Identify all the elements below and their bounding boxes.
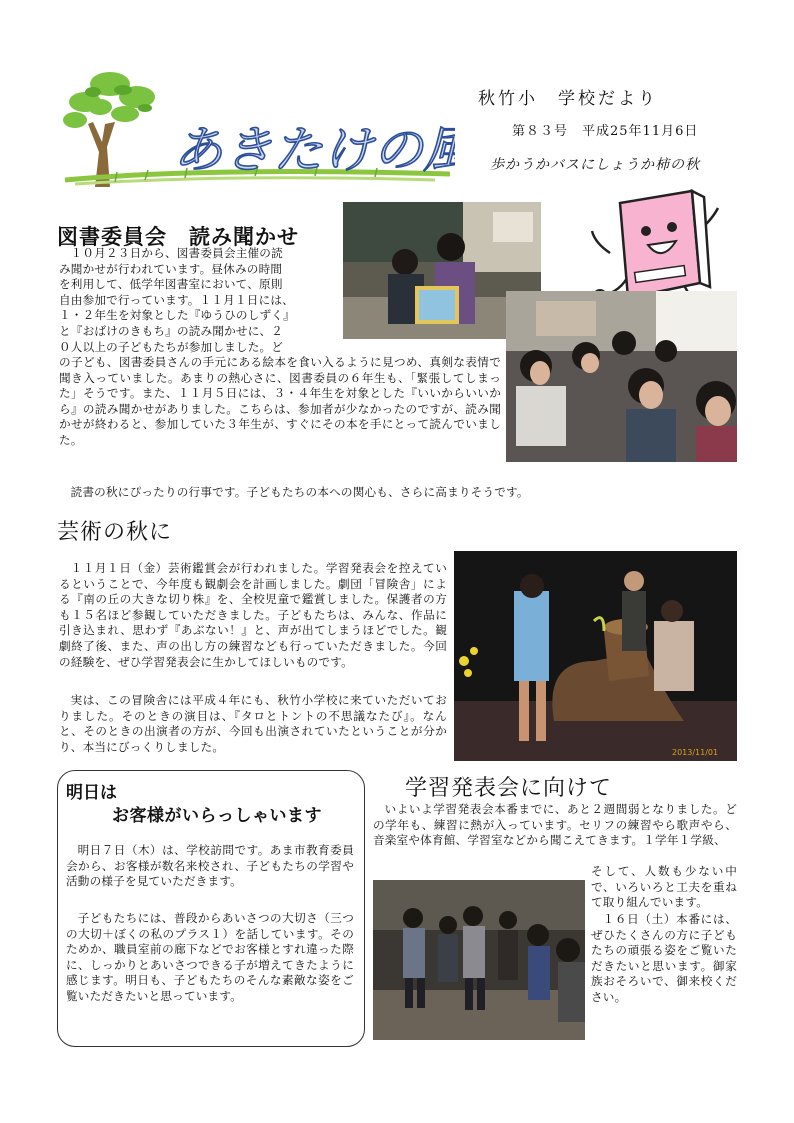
school-name: 秋竹小 学校だより [478, 89, 658, 109]
library-line-4: 自由参加で行っています。１１月１日には、 [59, 292, 294, 307]
library-closing-text: 読書の秋にぴったりの行事です。子どもたちの本への関心も、さらに高まりそうです。 [70, 485, 529, 499]
library-line-2: み聞かせが行われています。昼休みの時間 [59, 261, 283, 276]
library-line-6: と『おばけのきもち』の読み聞かせに、２ [59, 323, 284, 338]
section-library-intro [59, 246, 341, 355]
visitor-paragraph-2: 子どもたちには、普段からあいさつの大切さ（三つの大切＋ぼくの私のプラス１）を話しています。そのためか、職員室前の廊下などでお客様とすれ違った際に、しっかりとあいさつできる子が増えてきたように感じます。明日も、子どもたちのそんな素敵な姿をご覧いただきたいと思っています。 [66, 911, 354, 1003]
presentation-paragraph-2: １６日（土）本番には、ぜひたくさんの方に子どもたちの頑張る姿をご覧いただきたいと思います。御家族おそろいで、御来校ください。 [591, 912, 737, 1004]
section-library-title: 図書委員会 読み聞かせ [57, 225, 299, 249]
library-line-3: を利用して、低学年図書室において、原則 [59, 277, 283, 292]
tree-logo-icon [55, 62, 455, 192]
theater-photo [454, 551, 737, 761]
masthead-logo [55, 62, 455, 192]
library-line-1: １０月２３日から、図書委員会主催の読 [70, 246, 283, 260]
svg-text:あきたけの風: あきたけの風 [173, 121, 455, 179]
library-line-7: ０人以上の子どもたちが参加しました。ど [59, 339, 284, 354]
art-paragraph-2: 実は、この冒険舎には平成４年にも、秋竹小学校に来ていただいておりました。そのときの演目は、『タロとトントの不思議なたび』。なんと、そのときの出演者の方が、今回も出演されていたということが分かり、本当にびっくりしました。 [59, 693, 447, 754]
haiku-tagline: 歩かうかバスにしょうか柿の秋 [490, 157, 700, 173]
presentation-paragraph-1: いよいよ学習発表会本番までに、あと２週間弱となりました。どの学年も、練習に熱が入っています。セリフの練習やら歌声やら、音楽室や体育館、学習室などから聞こえてきます。１学年１学級、 [373, 802, 737, 848]
issue-number: 第８３号 平成25年11月6日 [512, 124, 699, 139]
library-line-5: １・２年生を対象とした『ゆうひのしずく』 [59, 308, 295, 323]
library-body-text: の子ども、図書委員さんの手元にある絵本を食い入るように見つめ、真剣な表情で聞き入っていました。あまりの熱心さに、図書委員の６年生も、「緊張してしまった」そうです。また、１１月５日には、３・４年生を対象とした『いいからいいから』の読み聞かせがありました。こちらは、参加者が少なかったのですが、読み聞かせが終わると、参加していた３年生が、すぐにその本を手にとって読んでいました。 [59, 355, 501, 447]
visitor-title-line-2: お客様がいらっしゃいます [112, 806, 322, 826]
svg-text:2013/11/01: 2013/11/01 [672, 748, 719, 757]
visitor-title-line-1: 明日は [66, 783, 117, 803]
presentation-paragraph-1-tail: そして、人数も少ない中で、いろいろと工夫を重ねて取り組んでいます。 [591, 864, 737, 910]
art-paragraph-1: １１月１日（金）芸術鑑賞会が行われました。学習発表会を控えているということで、今年度も観劇会を計画しました。劇団「冒険舎」による『南の丘の大きな切り株』を、全校児童で鑑賞しました。保護者の方も１５名ほど参観していただきました。子どもたちは、みんな、作品に引き込まれ、思わず『あぶない！』と、声が出てしまうほどでした。観劇終了後、また、声の出し方の練習なども行っていただきました。今回の経験を、ぜひ学習発表会に生かしてほしいものです。 [59, 561, 447, 669]
section-art-title: 芸術の秋に [57, 520, 173, 545]
visitor-paragraph-1: 明日７日（木）は、学校訪問です。あま市教育委員会から、お客様が数名来校され、子どもたちの学習や活動の様子を見ていただきます。 [66, 843, 354, 889]
rehearsal-photo [373, 880, 585, 1040]
audience-photo [506, 291, 737, 462]
section-presentation-title: 学習発表会に向けて [405, 776, 613, 801]
